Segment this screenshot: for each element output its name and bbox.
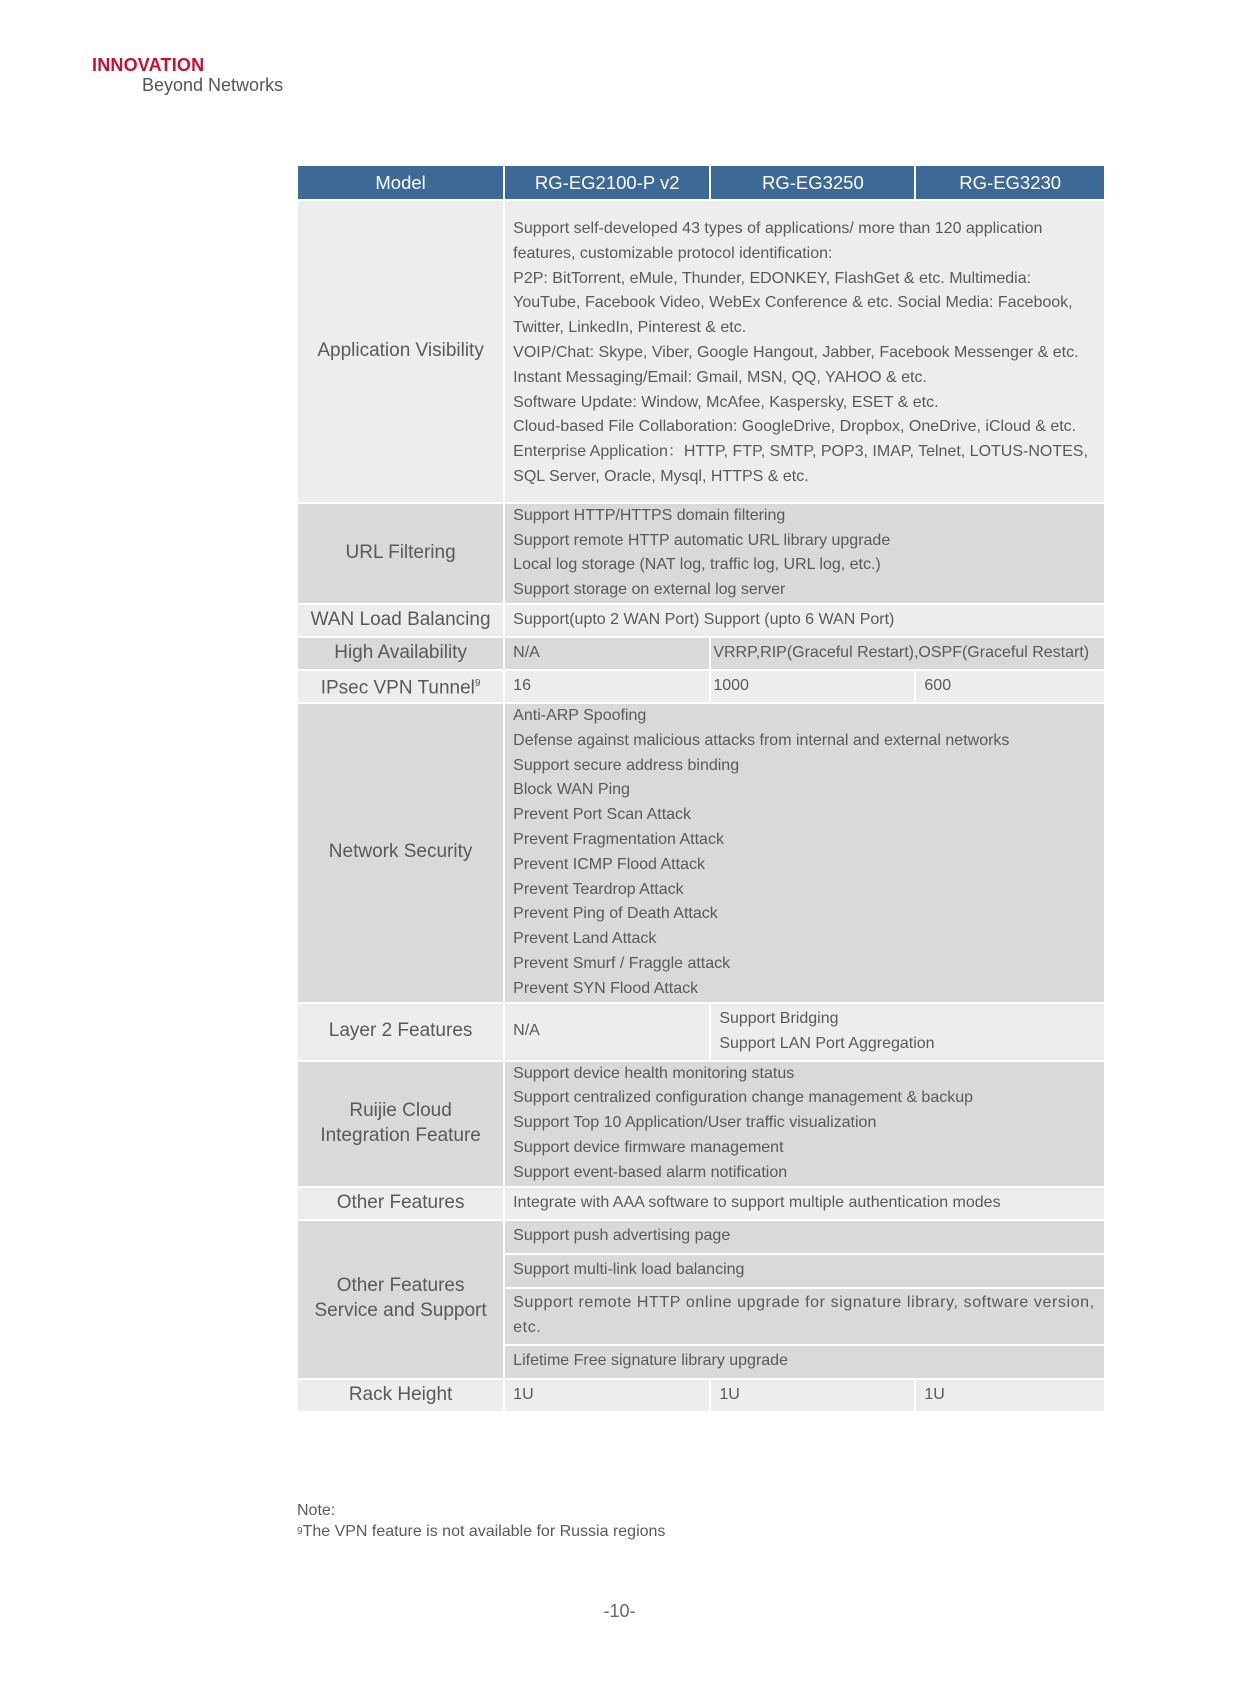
value-eg3230: 1U [916,1380,1104,1411]
value-eg32xx: Support (upto 6 WAN Port) [703,611,895,629]
value-line: Support device health monitoring status [513,1064,795,1082]
header-eg3230: RG-EG3230 [916,166,1104,199]
row-label: WAN Load Balancing [298,605,503,636]
row-label [298,671,503,702]
value-line: Prevent Smurf / Fraggle attack [513,954,731,972]
row-value: Support push advertising page [505,1221,1104,1253]
value-line: Instant Messaging/Email: Gmail, MSN, QQ, YAHOO & etc. [513,368,927,386]
value-eg32xx: VRRP,RIP(Graceful Restart),OSPF(Graceful Restart) [711,638,1104,669]
value-line: Enterprise Application：HTTP, FTP, SMTP, POP3, IMAP, Telnet, LOTUS-NOTES, SQL Server, Oracle, Mysql, HTTPS & etc. [513,443,1088,485]
value-line: Support self-developed 43 types of applications/ more than 120 application features, customizable protocol identification: [513,220,1043,262]
row-value: Support remote HTTP online upgrade for signature library, software version, etc. [505,1289,1104,1344]
value-line: Support Bridging [719,1009,839,1027]
note-text [297,1521,665,1542]
brand-logo [92,55,283,95]
row-ipsec-vpn [298,671,1104,702]
value-eg2100: 16 [505,671,709,702]
value-line: Cloud-based File Collaboration: GoogleDrive, Dropbox, OneDrive, iCloud & etc. [513,418,1077,436]
value-line: Defense against malicious attacks from internal and external networks [513,731,1010,749]
value-line: Support LAN Port Aggregation [719,1034,935,1052]
value-eg3250: 1000 [711,671,914,702]
value-line: Support HTTP/HTTPS domain filtering [513,506,786,524]
row-wan-load-balancing [298,605,1104,636]
row-high-availability [298,638,1104,669]
row-label: Application Visibility [298,201,503,502]
label-line: Ruijie Cloud [349,1099,452,1121]
row-label [298,1221,503,1378]
row-layer2-features [298,1004,1104,1060]
value-line: Support secure address binding [513,756,740,774]
value-line: Prevent ICMP Flood Attack [513,855,705,873]
label-line: Other Features [336,1275,465,1297]
value-line: Prevent Port Scan Attack [513,806,692,824]
row-value [505,605,1104,636]
row-application-visibility [298,201,1104,502]
row-rack-height [298,1380,1104,1411]
value-line: P2P: BitTorrent, eMule, Thunder, EDONKEY, FlashGet & etc. Multimedia: YouTube, Facebook Video, WebEx Conference & etc. Social Media: Facebook, Twitter, LinkedIn, Pinterest & etc. [513,269,1073,337]
value-line: Block WAN Ping [513,781,630,799]
page-number: -10- [603,1601,636,1621]
row-label [298,1062,503,1186]
footnote-marker: 9 [297,1526,303,1537]
value-eg2100: N/A [505,1004,709,1060]
row-label: Rack Height [298,1380,503,1411]
brand-line2: Beyond Networks [142,75,284,95]
row-other-features [298,1188,1104,1219]
row-label: URL Filtering [298,504,503,603]
row-label: Other Features [298,1188,503,1219]
row-label: Network Security [298,704,503,1002]
value-line: Support event-based alarm notification [513,1163,788,1181]
value-eg3230: 600 [916,671,1104,702]
value-eg32xx [711,1004,1104,1060]
value-eg2100: N/A [505,638,709,669]
value-line: Prevent Ping of Death Attack [513,905,718,923]
value-line: VOIP/Chat: Skype, Viber, Google Hangout, Jabber, Facebook Messenger & etc. [513,343,1079,361]
header-model: Model [298,166,503,199]
row-url-filtering [298,504,1104,603]
footnote-marker: 9 [474,677,481,689]
label-line: Integration Feature [320,1124,481,1146]
value-line: Prevent SYN Flood Attack [513,979,699,997]
value-line: Local log storage (NAT log, traffic log, URL log, etc.) [513,556,881,574]
row-value [505,504,1104,603]
spec-table [296,164,1106,1413]
row-network-security [298,704,1104,1002]
row-label: High Availability [298,638,503,669]
value-line: Support centralized configuration change management & backup [513,1089,974,1107]
row-value [505,1062,1104,1186]
header-eg2100: RG-EG2100-P v2 [505,166,709,199]
value-line: Support remote HTTP automatic URL library upgrade [513,531,891,549]
row-value [505,704,1104,1002]
value-line: Support Top 10 Application/User traffic visualization [513,1114,877,1132]
label-line: Service and Support [314,1300,487,1321]
row-value: Lifetime Free signature library upgrade [505,1346,1104,1378]
value-line: Prevent Teardrop Attack [513,880,684,898]
value-line: Anti-ARP Spoofing [513,706,647,724]
value-eg2100: Support(upto 2 WAN Port) [513,611,700,629]
value-line: Software Update: Window, McAfee, Kaspersky, ESET & etc. [513,393,939,411]
header-row [298,166,1104,199]
value-eg3250: 1U [711,1380,914,1411]
label-text: IPsec VPN Tunnel [320,677,475,699]
row-value: Integrate with AAA software to support multiple authentication modes [505,1188,1104,1219]
value-line: Prevent Fragmentation Attack [513,830,724,848]
row-service-support [298,1221,1104,1253]
row-ruijie-cloud [298,1062,1104,1186]
row-label: Layer 2 Features [298,1004,503,1060]
value-line: Support storage on external log server [513,581,786,599]
footnote [297,1500,665,1542]
note-title: Note: [297,1502,336,1519]
value-eg2100: 1U [505,1380,709,1411]
row-value: Support multi-link load balancing [505,1255,1104,1287]
note-body: The VPN feature is not available for Russia regions [302,1523,666,1540]
row-value [505,201,1104,502]
value-line: Support device firmware management [513,1138,784,1156]
brand-line1: INNOVATION [92,55,205,75]
header-eg3250: RG-EG3250 [711,166,914,199]
value-line: Prevent Land Attack [513,930,657,948]
